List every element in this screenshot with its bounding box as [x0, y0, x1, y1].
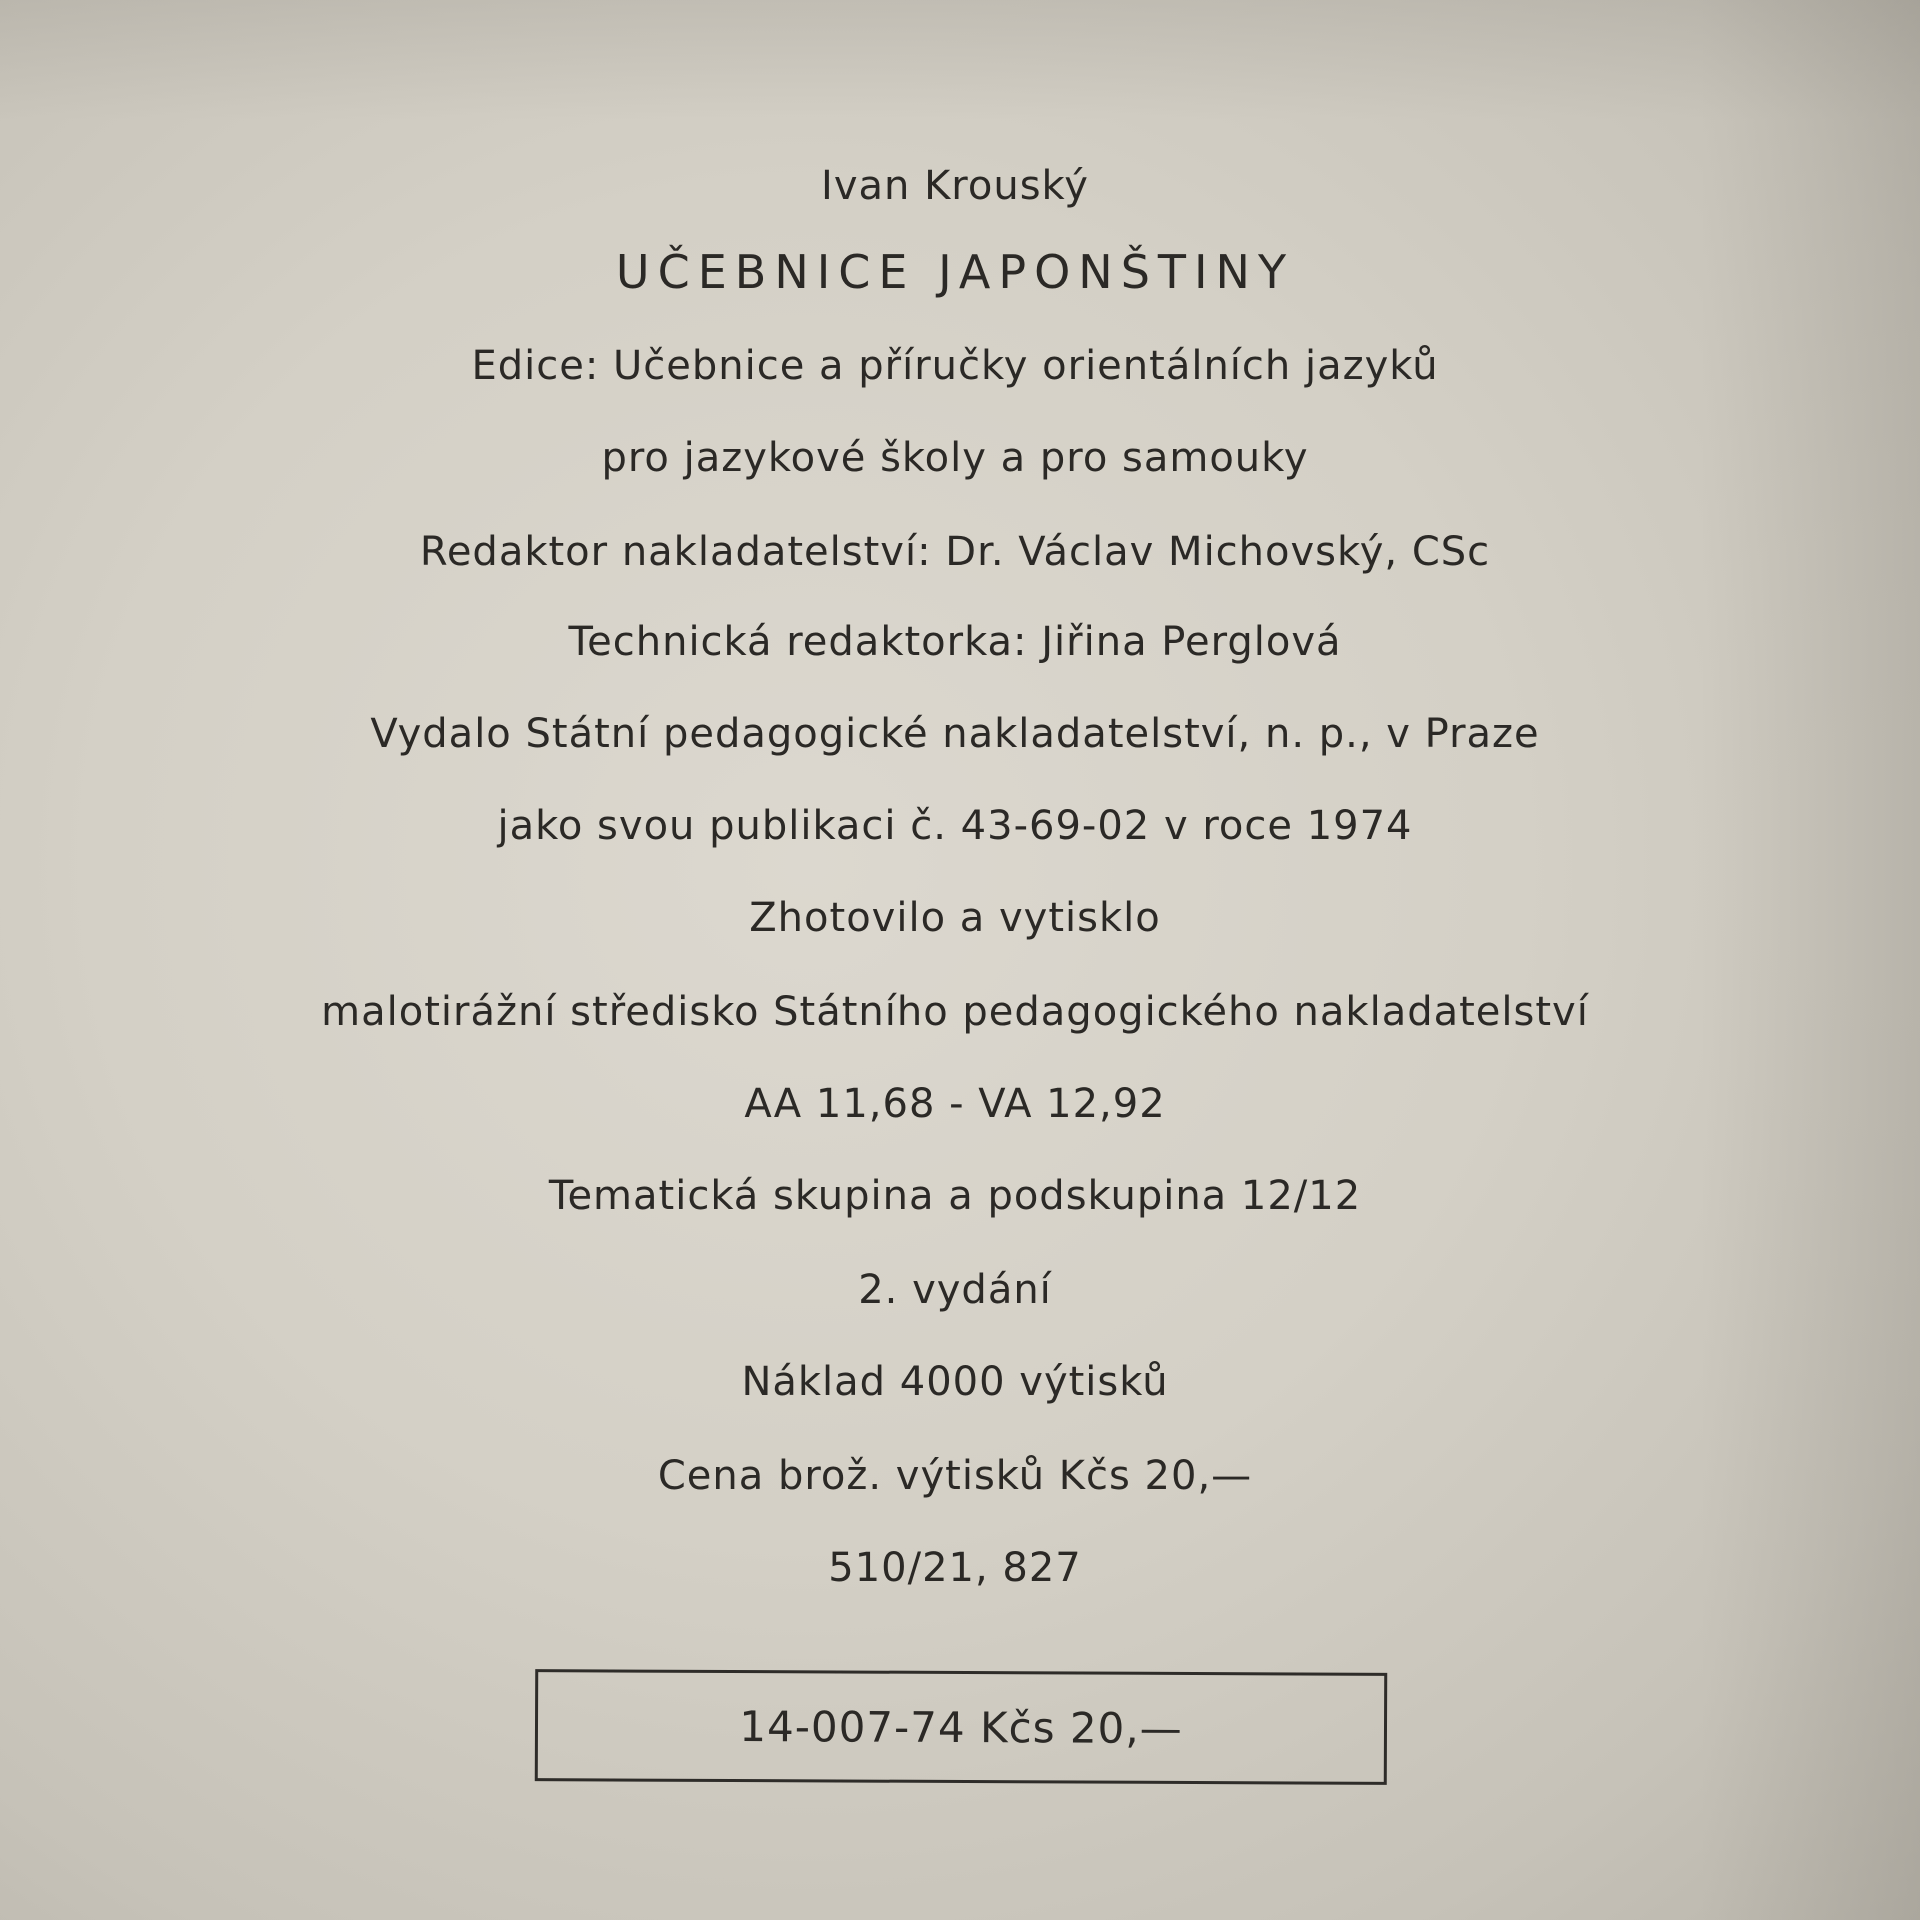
- printer-line: malotirážní středisko Státního pedagogického nakladatelství: [321, 989, 1589, 1035]
- price-box: [535, 1669, 1387, 1785]
- sheets-line: AA 11,68 - VA 12,92: [744, 1081, 1166, 1127]
- author-name: Ivan Krouský: [821, 163, 1089, 209]
- code-line: 510/21, 827: [828, 1545, 1082, 1591]
- publication-line: jako svou publikaci č. 43-69-02 v roce 1974: [497, 803, 1413, 849]
- publisher-line: Vydalo Státní pedagogické nakladatelství, n. p., v Praze: [370, 711, 1540, 757]
- price-line: Cena brož. výtisků Kčs 20,—: [657, 1453, 1253, 1499]
- edition-series-continued: pro jazykové školy a pro samouky: [601, 435, 1309, 481]
- produced-by-line: Zhotovilo a vytisklo: [749, 895, 1161, 941]
- book-title: UČEBNICE JAPONŠTINY: [615, 245, 1295, 299]
- price-box-text: 14-007-74 Kčs 20,—: [739, 1701, 1183, 1753]
- technical-editor-line: Technická redaktorka: Jiřina Perglová: [568, 619, 1342, 665]
- print-run-line: Náklad 4000 výtisků: [741, 1359, 1169, 1405]
- edition-line: 2. vydání: [858, 1267, 1052, 1313]
- thematic-group-line: Tematická skupina a podskupina 12/12: [548, 1173, 1362, 1219]
- edition-series: Edice: Učebnice a příručky orientálních jazyků: [471, 343, 1439, 389]
- editor-line: Redaktor nakladatelství: Dr. Václav Michovský, CSc: [419, 529, 1491, 575]
